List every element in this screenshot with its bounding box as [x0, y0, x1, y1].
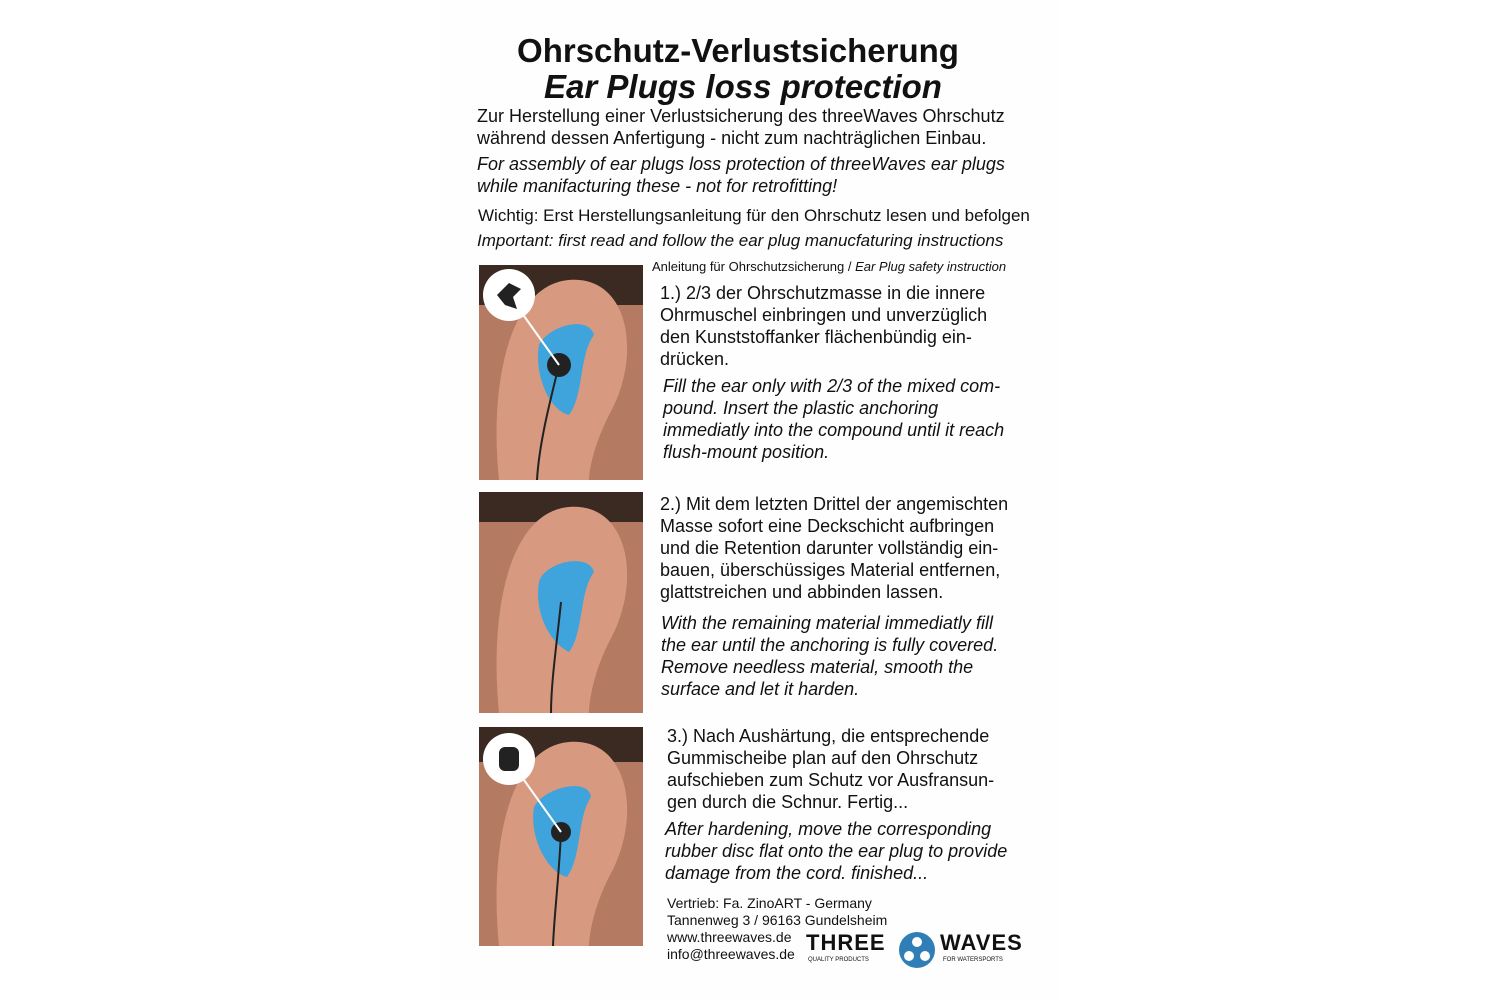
logo-tagline-left: QUALITY PRODUCTS [808, 957, 869, 963]
logo-text-right: WAVES [940, 930, 1023, 955]
text-line: With the remaining material immediatly fill [661, 613, 993, 633]
address: Tannenweg 3 / 96163 Gundelsheim [667, 912, 888, 928]
ear-photo-step-3 [479, 727, 643, 946]
text-line: Masse sofort eine Deckschicht aufbringen [660, 516, 995, 536]
heading-de: Anleitung für Ohrschutzsicherung / [652, 259, 856, 274]
step-2-en [661, 612, 998, 700]
text-line: the ear until the anchoring is fully covered. [661, 635, 999, 655]
text-line: während dessen Anfertigung - nicht zum nachträglichen Einbau. [477, 128, 987, 148]
heading-en: Ear Plug safety instruction [855, 259, 1007, 274]
text-line: gen durch die Schnur. Fertig... [667, 792, 909, 812]
text-line: After hardening, move the corresponding [665, 819, 992, 839]
step-1-en [663, 375, 1004, 463]
text-line: 2.) Mit dem letzten Drittel der angemischten [660, 494, 1009, 514]
intro-en [477, 153, 1005, 197]
text-line: Remove needless material, smooth the [661, 657, 974, 677]
text-line: Ohrmuschel einbringen und unverzüglich [660, 305, 988, 325]
threewaves-logo [806, 930, 1041, 970]
important-de: Wichtig: Erst Herstellungsanleitung für den Ohrschutz lesen und befolgen [478, 206, 1030, 225]
page-subtitle: Ear Plugs loss protection [544, 68, 942, 105]
text-line: Fill the ear only with 2/3 of the mixed com- [663, 376, 1001, 396]
text-line: rubber disc flat onto the ear plug to provide [665, 841, 1008, 861]
page-title: Ohrschutz-Verlustsicherung [517, 32, 959, 69]
text-line: und die Retention darunter vollständig ein- [660, 538, 999, 558]
text-line: flush-mount position. [663, 442, 830, 462]
ear-photo-step-1 [479, 265, 643, 480]
step-3-en [665, 818, 1007, 884]
ear-photo-step-2 [479, 492, 643, 713]
text-line: surface and let it harden. [661, 679, 860, 699]
step-2-de [660, 493, 1008, 603]
text-line: pound. Insert the plastic anchoring [663, 398, 939, 418]
text-line: aufschieben zum Schutz vor Ausfransun- [667, 770, 995, 790]
logo-text-left: THREE [806, 930, 886, 955]
instruction-heading [652, 259, 1006, 274]
text-line: damage from the cord. finished... [665, 863, 929, 883]
important-en: Important: first read and follow the ear plug manucfaturing instructions [477, 231, 1004, 250]
text-line: For assembly of ear plugs loss protection of threeWaves ear plugs [477, 154, 1005, 174]
logo-tagline-right: FOR WATERSPORTS [943, 957, 1003, 963]
text-line: while manifacturing these - not for retrofitting! [477, 176, 838, 196]
text-line: glattstreichen und abbinden lassen. [660, 582, 944, 602]
distributor: Vertrieb: Fa. ZinoART - Germany [667, 895, 872, 911]
email-link[interactable]: info@threewaves.de [667, 946, 795, 962]
text-line: bauen, überschüssiges Material entfernen, [660, 560, 1001, 580]
step-1-de [660, 282, 987, 370]
step-3-de [667, 725, 994, 813]
text-line: Gummischeibe plan auf den Ohrschutz [667, 748, 979, 768]
text-line: drücken. [660, 349, 730, 369]
text-line: 1.) 2/3 der Ohrschutzmasse in die innere [660, 283, 986, 303]
text-line: 3.) Nach Aushärtung, die entsprechende [667, 726, 990, 746]
website-link[interactable]: www.threewaves.de [667, 929, 792, 945]
intro-de [477, 105, 1005, 149]
text-line: immediatly into the compound until it reach [663, 420, 1005, 440]
text-line: den Kunststoffanker flächenbündig ein- [660, 327, 972, 347]
wave-triskelion-icon [896, 930, 938, 970]
text-line: Zur Herstellung einer Verlustsicherung des threeWaves Ohrschutz [477, 106, 1005, 126]
